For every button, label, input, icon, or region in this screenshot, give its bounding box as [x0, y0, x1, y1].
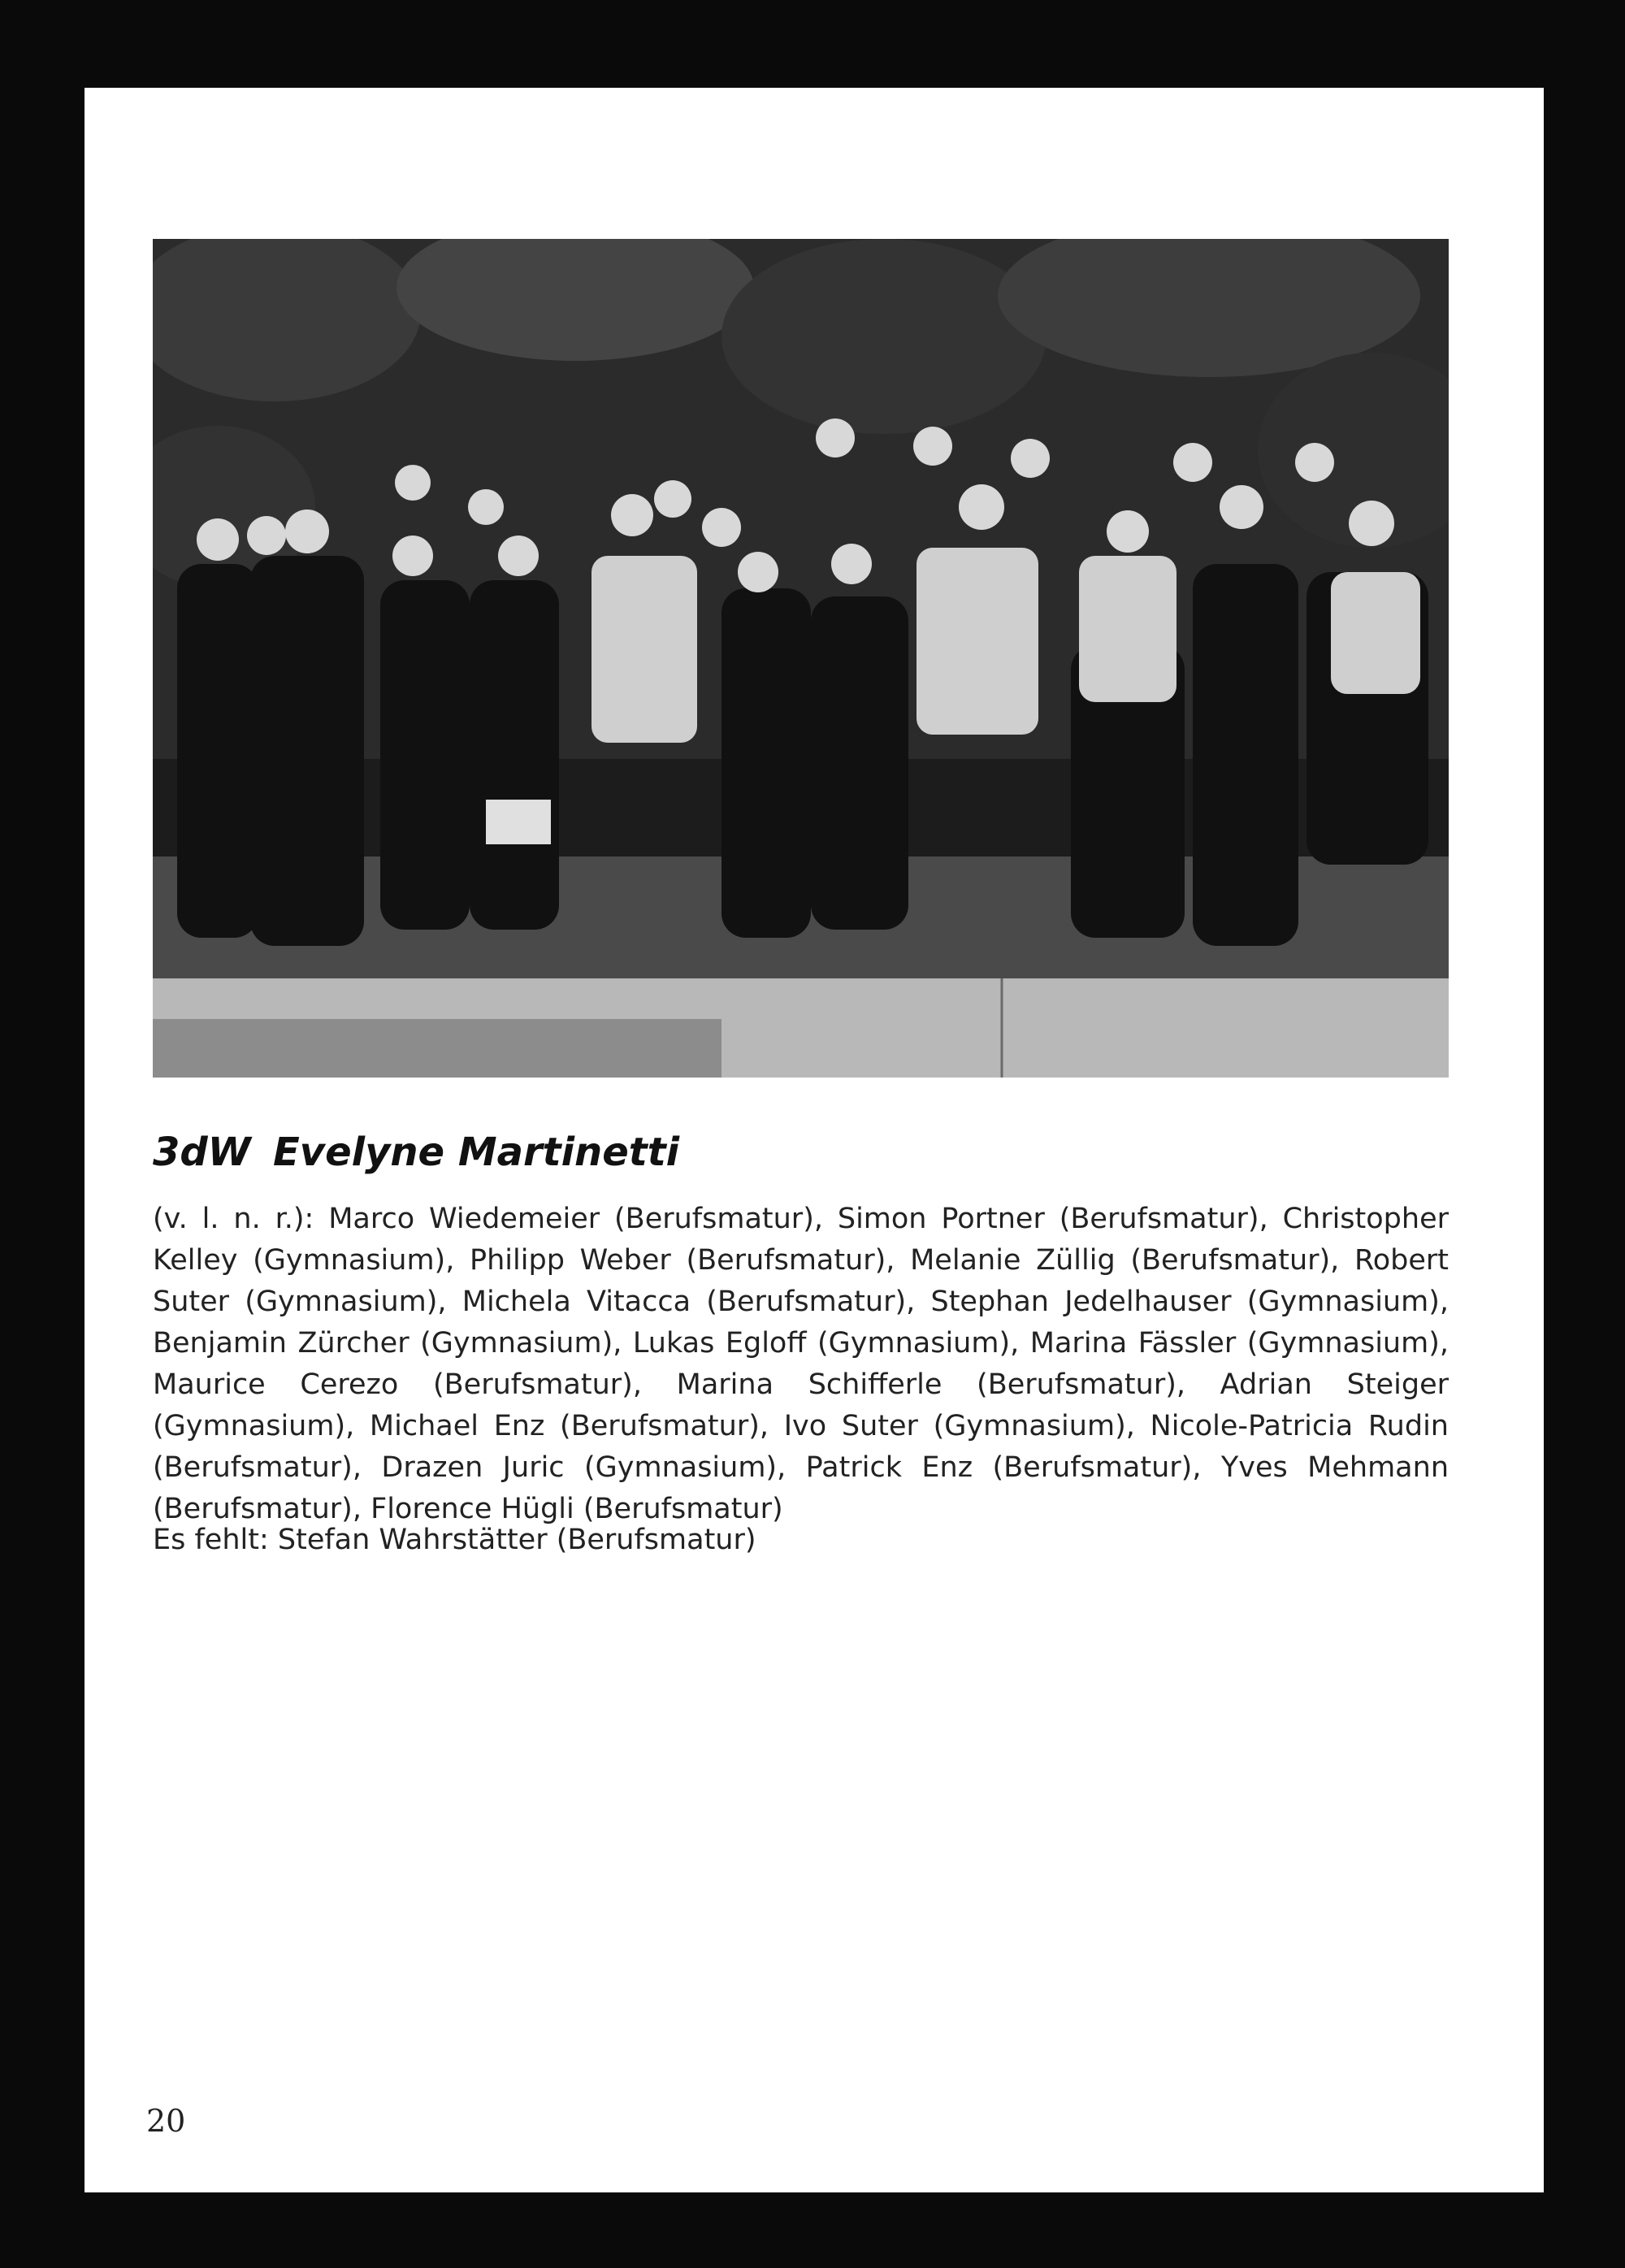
class-group-photo	[153, 239, 1449, 1078]
class-code: 3dW	[153, 1130, 251, 1175]
class-heading	[153, 1130, 679, 1175]
class-photo-image	[153, 239, 1449, 1078]
document-page	[84, 88, 1544, 2192]
page-number: 20	[146, 2103, 186, 2139]
photo-caption: (v. l. n. r.): Marco Wiedemeier (Berufsmatur), Simon Portner (Berufsmatur), Christopher Kelley (Gymnasium), Philipp Weber (Berufsmatur), Melanie Züllig (Berufsmatur), Robert Suter (Gymnasium), Michela Vitacca (Berufsmatur), Stephan Jedelhauser (Gymnasium), Benjamin Zürcher (Gymnasium), Lukas Egloff (Gymnasium), Marina Fässler (Gymnasium), Maurice Cerezo (Berufsmatur), Marina Schifferle (Berufsmatur), Adrian Steiger (Gymnasium), Michael Enz (Berufsmatur), Ivo Suter (Gymnasium), Nicole-Patricia Rudin (Berufsmatur), Drazen Juric (Gymnasium), Patrick Enz (Berufsmatur), Yves Mehmann (Berufsmatur), Florence Hügli (Berufsmatur)	[153, 1203, 1449, 1525]
teacher-name: Evelyne Martinetti	[273, 1130, 680, 1175]
missing-student-note: Es fehlt: Stefan Wahrstätter (Berufsmatur)	[153, 1524, 756, 1556]
